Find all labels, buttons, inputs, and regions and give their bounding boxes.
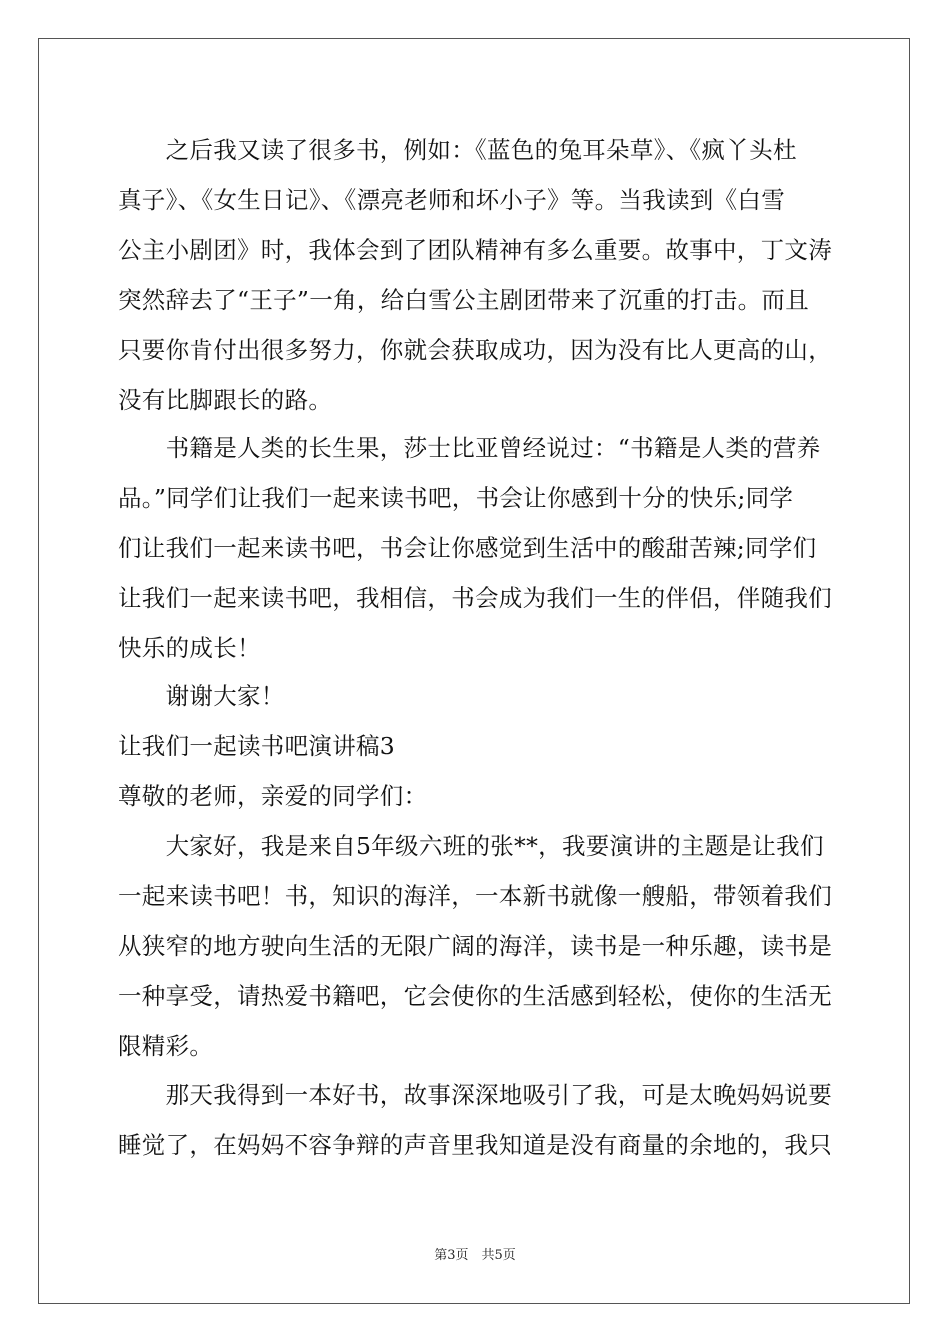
text-line-18: 一种享受，请热爱书籍吧，它会使你的生活感到轻松，使你的生活无 <box>118 982 832 1010</box>
closing-thanks: 谢谢大家！ <box>118 682 285 710</box>
text-line-17: 从狭窄的地方驶向生活的无限广阔的海洋，读书是一种乐趣，读书是 <box>118 932 832 960</box>
text-line-6: 没有比脚跟长的路。 <box>118 386 333 414</box>
page-number-footer: 第3页 共5页 <box>434 1248 516 1263</box>
text-line-2: 真子》、《女生日记》、《漂亮老师和坏小子》等。当我读到《白雪 <box>118 186 785 214</box>
text-line-8: 品。”同学们让我们一起来读书吧，书会让你感到十分的快乐;同学 <box>118 484 794 512</box>
text-line-1: 之后我又读了很多书，例如：《蓝色的兔耳朵草》、《疯丫头杜 <box>118 136 797 164</box>
text-line-21: 睡觉了，在妈妈不容争辩的声音里我知道是没有商量的余地的，我只 <box>118 1131 832 1159</box>
text-line-10: 让我们一起来读书吧，我相信，书会成为我们一生的伴侣，伴随我们 <box>118 584 832 612</box>
section-heading: 让我们一起读书吧演讲稿3 <box>118 732 396 760</box>
text-line-15: 大家好，我是来自5年级六班的张**，我要演讲的主题是让我们 <box>118 832 824 860</box>
text-line-20: 那天我得到一本好书，故事深深地吸引了我，可是太晚妈妈说要 <box>118 1081 832 1109</box>
salutation: 尊敬的老师，亲爱的同学们： <box>118 782 428 810</box>
text-line-16: 一起来读书吧！书，知识的海洋，一本新书就像一艘船，带领着我们 <box>118 882 832 910</box>
text-line-4: 突然辞去了“王子”一角，给白雪公主剧团带来了沉重的打击。而且 <box>118 286 810 314</box>
page-border <box>38 38 910 1304</box>
text-line-5: 只要你肯付出很多努力，你就会获取成功，因为没有比人更高的山， <box>118 336 832 364</box>
text-line-9: 们让我们一起来读书吧，书会让你感觉到生活中的酸甜苦辣;同学们 <box>118 534 817 562</box>
text-line-7: 书籍是人类的长生果，莎士比亚曾经说过：“书籍是人类的营养 <box>118 434 821 462</box>
text-line-3: 公主小剧团》时，我体会到了团队精神有多么重要。故事中，丁文涛 <box>118 236 832 264</box>
text-line-11: 快乐的成长！ <box>118 634 261 662</box>
text-line-19: 限精彩。 <box>118 1032 214 1060</box>
